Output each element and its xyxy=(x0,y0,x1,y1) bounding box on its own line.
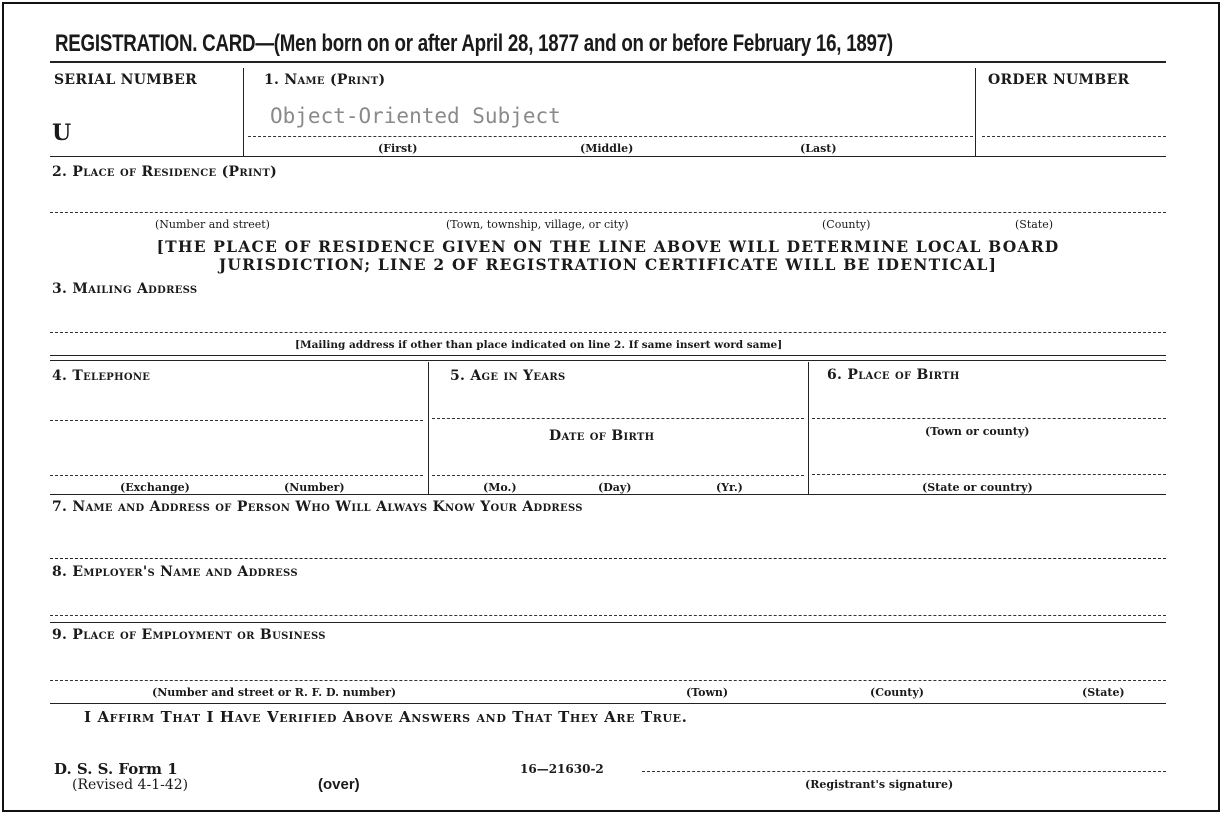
divider xyxy=(975,68,976,156)
residence-state-caption: (State) xyxy=(1015,218,1054,231)
signature-line[interactable] xyxy=(642,771,1166,772)
mailing-address-label: 3. Mailing Address xyxy=(52,281,198,297)
name-label: 1. Name (Print) xyxy=(264,72,386,88)
residence-street-caption: (Number and street) xyxy=(155,218,270,231)
place-of-birth-line-1 xyxy=(812,418,1166,419)
notice-line-1: [THE PLACE OF RESIDENCE GIVEN ON THE LINE ABOVE WILL DETERMINE LOCAL BOARD xyxy=(156,237,1060,256)
form-name: D. S. S. Form 1 xyxy=(54,760,178,778)
age-line xyxy=(432,418,804,419)
employment-town-caption: (Town) xyxy=(686,686,729,699)
section-rule xyxy=(50,355,1166,356)
place-of-employment-label: 9. Place of Employment or Business xyxy=(52,627,326,643)
divider xyxy=(808,362,809,494)
affirmation-statement: I Affirm That I Have Verified Above Answers and That They Are True. xyxy=(84,708,688,726)
residence-county-caption: (County) xyxy=(822,218,871,231)
mailing-address-line xyxy=(50,332,1166,333)
serial-number-label: SERIAL NUMBER xyxy=(54,72,198,88)
birth-state-caption: (State or country) xyxy=(922,481,1033,494)
telephone-label: 4. Telephone xyxy=(52,368,151,384)
signature-caption: (Registrant's signature) xyxy=(805,778,954,791)
date-of-birth-label: Date of Birth xyxy=(549,428,655,444)
date-of-birth-line xyxy=(432,475,804,476)
name-input[interactable]: Object-Oriented Subject xyxy=(270,104,561,128)
employment-state-caption: (State) xyxy=(1082,686,1125,699)
age-label: 5. Age in Years xyxy=(450,368,566,384)
divider xyxy=(428,362,429,494)
contact-person-line xyxy=(50,558,1166,559)
telephone-exchange-caption: (Exchange) xyxy=(120,481,190,494)
employer-label: 8. Employer's Name and Address xyxy=(52,564,298,580)
mailing-address-caption: [Mailing address if other than place indicated on line 2. If same insert word same] xyxy=(295,339,783,351)
place-of-birth-line-2 xyxy=(812,474,1166,475)
divider xyxy=(243,68,244,156)
serial-number-value: U xyxy=(52,120,72,146)
employment-street-caption: (Number and street or R. F. D. number) xyxy=(152,686,397,699)
place-of-employment-line xyxy=(50,680,1166,681)
dob-month-caption: (Mo.) xyxy=(483,481,517,494)
name-middle-caption: (Middle) xyxy=(580,142,634,155)
jurisdiction-notice xyxy=(50,238,1166,274)
notice-line-2: JURISDICTION; LINE 2 OF REGISTRATION CERTIFICATE WILL BE IDENTICAL] xyxy=(218,255,998,274)
dob-day-caption: (Day) xyxy=(598,481,632,494)
over-note: (over) xyxy=(318,776,360,793)
birth-town-caption: (Town or county) xyxy=(925,425,1030,438)
name-line xyxy=(248,136,973,137)
section-rule xyxy=(50,156,1166,157)
section-rule xyxy=(50,622,1166,623)
residence-town-caption: (Town, township, village, or city) xyxy=(446,218,629,231)
section-rule xyxy=(50,703,1166,704)
employment-county-caption: (County) xyxy=(870,686,924,699)
name-first-caption: (First) xyxy=(378,142,418,155)
title-rule xyxy=(50,61,1166,63)
residence-line xyxy=(50,212,1166,213)
order-number-line xyxy=(982,136,1166,137)
contact-person-label: 7. Name and Address of Person Who Will Always Know Your Address xyxy=(52,499,583,515)
print-code: 16—21630-2 xyxy=(520,762,604,776)
employer-line xyxy=(50,615,1166,616)
dob-year-caption: (Yr.) xyxy=(716,481,743,494)
card-title: REGISTRATION. CARD—(Men born on or after April 28, 1877 and on or before February 16, 1897) xyxy=(55,30,893,57)
order-number-label: ORDER NUMBER xyxy=(988,72,1130,88)
form-revised: (Revised 4-1-42) xyxy=(72,777,189,793)
residence-label: 2. Place of Residence (Print) xyxy=(52,164,278,180)
name-last-caption: (Last) xyxy=(800,142,837,155)
telephone-line-1 xyxy=(50,420,423,421)
section-rule xyxy=(50,360,1166,361)
section-rule xyxy=(50,494,1166,495)
telephone-number-caption: (Number) xyxy=(284,481,345,494)
place-of-birth-label: 6. Place of Birth xyxy=(827,367,960,383)
telephone-line-2 xyxy=(50,475,423,476)
